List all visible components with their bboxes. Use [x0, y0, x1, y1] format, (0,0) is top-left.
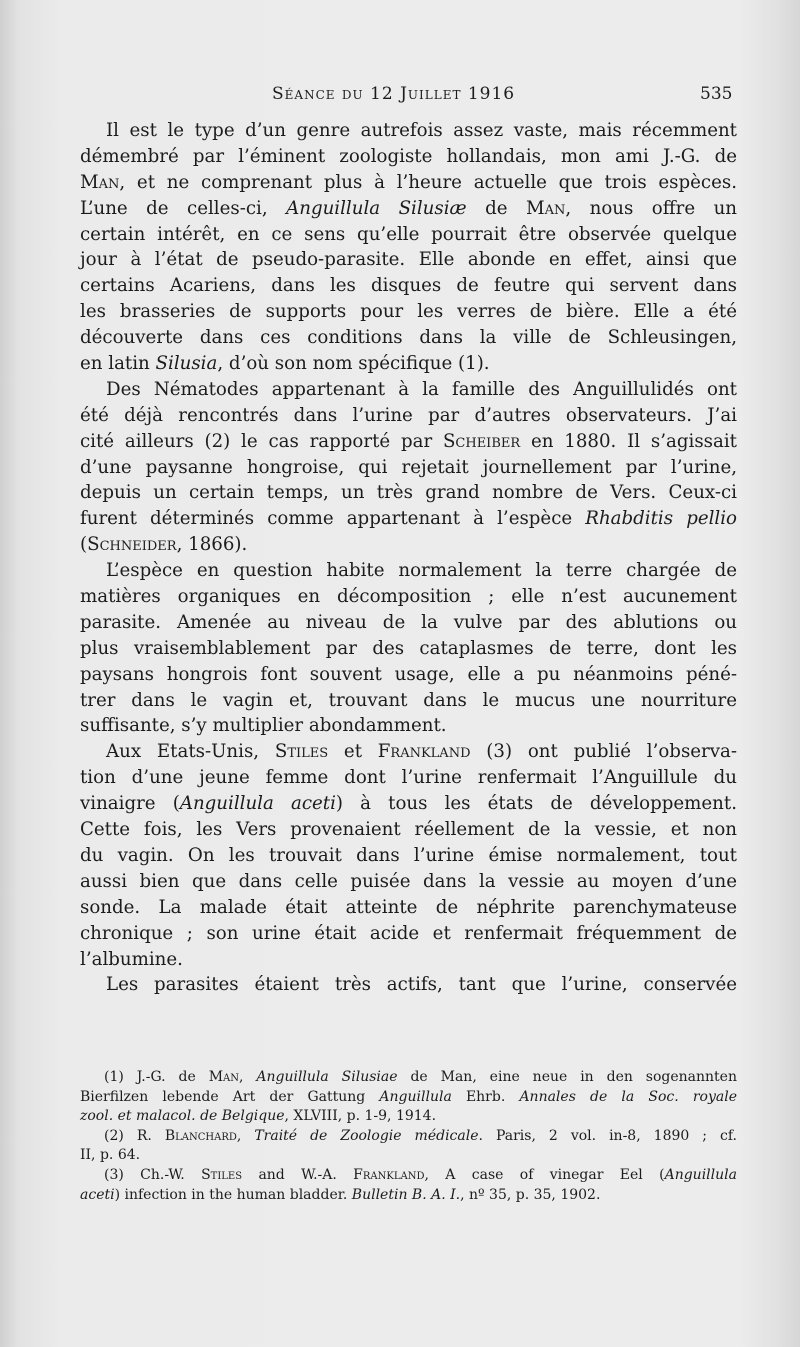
text-run: de Man, eine neue in den sogenannten: [397, 1069, 737, 1085]
footnote-line: [80, 1068, 737, 1088]
author-name: Blanchard: [164, 1127, 237, 1144]
text-run: , d’où son nom spécifique (1).: [217, 353, 490, 375]
text-run: II, p. 64.: [80, 1147, 141, 1164]
text-run: plus vraisemblablement par des cataplasmes de terre, dont les: [80, 637, 737, 659]
text-run: été déjà rencontrés dans l’urine par d’autres observateurs. J’ai: [80, 404, 737, 426]
text-run: ,: [239, 1069, 257, 1085]
text-run: . Paris, 2 vol. in-8, 1890 ; cf.: [478, 1127, 737, 1144]
text-run: sonde. La malade était atteinte de néphrite parenchymateuse: [80, 896, 737, 918]
author-name: Schneider: [87, 534, 177, 556]
text-run: (: [80, 534, 88, 556]
author-name: Scheiber: [442, 430, 521, 452]
text-line: [80, 377, 737, 403]
text-run: , nous offre un: [565, 197, 738, 219]
text-line: [80, 351, 737, 377]
text-run: (2) R.: [104, 1127, 165, 1144]
text-run: L’espèce en question habite normalement la terre chargée de: [106, 560, 737, 582]
text-run: d’une paysanne hongroise, qui rejetait journellement par l’urine,: [80, 456, 737, 478]
text-line: [80, 299, 737, 325]
text-line: [80, 765, 737, 791]
author-name: Frankland: [377, 741, 471, 763]
text-run: trer dans le vagin et, trouvant dans le mucus une nourriture: [80, 689, 737, 711]
text-run: , et ne comprenant plus à l’heure actuelle que trois espèces.: [119, 171, 737, 193]
text-run: Des Nématodes appartenant à la famille des Anguillulidés ont: [106, 378, 737, 400]
text-line: [80, 972, 737, 998]
text-run: les brasseries de supports pour les verres de bière. Elle a été: [80, 301, 737, 323]
book-title: Traité de Zoologie médicale: [254, 1127, 479, 1144]
journal-title: zool. et malacol. de Belgique: [80, 1108, 285, 1125]
species-name: Anguillula Silusiæ: [286, 197, 467, 219]
text-run: cité ailleurs (2) le cas rapporté par: [80, 430, 443, 452]
text-line: [80, 532, 737, 558]
text-run: Il est le type d’un genre autrefois assez vaste, mais récemment: [106, 120, 737, 141]
footnotes: [80, 1068, 737, 1205]
text-run: découverte dans ces conditions dans la ville de Schleusingen,: [80, 327, 737, 349]
author-name: Stiles: [274, 741, 329, 763]
text-run: du vagin. On les trouvait dans l’urine émise normalement, tout: [80, 844, 737, 866]
text-run: suffisante, s’y multiplier abondamment.: [80, 715, 447, 737]
text-line: [80, 506, 737, 532]
text-run: , A case of vinegar Eel (: [424, 1166, 665, 1183]
species-name: Rhabditis pellio: [585, 508, 737, 530]
text-line: [80, 558, 737, 584]
text-line: [80, 713, 737, 739]
text-run: chronique ; son urine était acide et renfermait fréquemment de: [80, 922, 737, 944]
text-line: [80, 455, 737, 481]
footnote-line: [80, 1088, 737, 1108]
species-name: Anguillula Silusiae: [256, 1069, 398, 1085]
species-name: Anguillula aceti: [179, 793, 336, 815]
text-run: en 1880. Il s’agissait: [520, 430, 737, 452]
text-run: Aux Etats-Unis,: [106, 741, 275, 763]
author-name: Frankland: [353, 1166, 425, 1183]
text-line: [80, 921, 737, 947]
text-run: and W.-A.: [242, 1166, 354, 1183]
running-head: [0, 84, 800, 114]
page-number: 535: [700, 84, 733, 104]
footnote-line: [80, 1166, 737, 1186]
text-line: [80, 610, 737, 636]
text-run: ) à tous les états de développement.: [335, 793, 737, 815]
text-run: démembré par l’éminent zoologiste hollandais, mon ami J.-G. de: [80, 145, 737, 167]
body-text: [80, 118, 737, 998]
text-line: [80, 791, 737, 817]
author-name: Man: [80, 171, 120, 193]
text-line: [80, 843, 737, 869]
text-run: ) infection in the human bladder.: [114, 1186, 352, 1203]
text-run: jour à l’état de pseudo-parasite. Elle abonde en effet, ainsi que: [80, 249, 737, 271]
author-name: Man: [208, 1069, 239, 1085]
author-name: Man: [525, 197, 566, 219]
text-line: [80, 817, 737, 843]
footnote-line: [80, 1146, 737, 1166]
running-title: Séance du 12 Juillet 1916: [272, 84, 516, 104]
text-line: [80, 739, 737, 765]
species-name: aceti: [80, 1186, 115, 1203]
text-run: (3) ont publié l’observa-: [470, 741, 737, 763]
text-run: paysans hongrois font souvent usage, elle a pu néanmoins péné-: [80, 663, 737, 685]
text-line: [80, 118, 737, 144]
text-run: en latin: [80, 353, 156, 375]
text-run: , nº 35, p. 35, 1902.: [460, 1186, 601, 1203]
text-run: matières organiques en décomposition ; elle n’est aucunement: [80, 586, 737, 608]
text-run: depuis un certain temps, un très grand nombre de Vers. Ceux-ci: [80, 482, 737, 504]
footnote-line: [80, 1186, 737, 1206]
text-run: Cette fois, les Vers provenaient réellement de la vessie, et non: [80, 819, 737, 841]
text-run: tion d’une jeune femme dont l’urine renfermait l’Anguillule du: [80, 767, 737, 789]
text-run: L’une de celles-ci,: [80, 197, 287, 219]
text-run: et: [328, 741, 378, 763]
genus-name: Anguillula: [379, 1088, 452, 1105]
text-line: [80, 196, 737, 222]
text-run: parasite. Amenée au niveau de la vulve par des ablutions ou: [80, 611, 737, 633]
text-run: , XLVIII, p. 1-9, 1914.: [284, 1108, 437, 1125]
text-line: [80, 688, 737, 714]
text-line: [80, 170, 737, 196]
text-line: [80, 144, 737, 170]
journal-title: Bulletin B. A. I.: [351, 1186, 461, 1203]
text-run: certains Acariens, dans les disques de feutre qui servent dans: [80, 275, 737, 297]
text-line: [80, 662, 737, 688]
journal-title: Annales de la Soc. royale: [519, 1088, 737, 1105]
text-run: l’albumine.: [80, 948, 183, 970]
text-run: (3) Ch.-W.: [104, 1166, 202, 1183]
text-line: [80, 869, 737, 895]
text-run: Les parasites étaient très actifs, tant que l’urine, conservée: [106, 974, 737, 996]
author-name: Stiles: [201, 1166, 243, 1183]
footnote-line: [80, 1107, 737, 1127]
text-run: de: [466, 197, 526, 219]
text-run: (1) J.-G. de: [104, 1069, 209, 1085]
text-run: ,: [236, 1127, 255, 1144]
text-run: vinaigre (: [80, 793, 180, 815]
text-line: [80, 429, 737, 455]
text-line: [80, 247, 737, 273]
text-line: [80, 325, 737, 351]
text-run: aussi bien que dans celle puisée dans la vessie au moyen d’une: [80, 870, 737, 892]
text-line: [80, 403, 737, 429]
text-line: [80, 636, 737, 662]
latin-name: Silusia: [155, 353, 218, 375]
text-run: furent déterminés comme appartenant à l’espèce: [80, 508, 586, 530]
text-run: , 1866).: [176, 534, 248, 556]
text-line: [80, 947, 737, 973]
text-run: Bierfilzen lebende Art der Gattung: [80, 1088, 380, 1105]
text-line: [80, 273, 737, 299]
text-line: [80, 895, 737, 921]
footnote-line: [80, 1127, 737, 1147]
species-name: Anguillula: [664, 1166, 737, 1183]
text-line: [80, 480, 737, 506]
text-line: [80, 222, 737, 248]
text-run: Ehrb.: [451, 1088, 520, 1105]
text-line: [80, 584, 737, 610]
text-run: certain intérêt, en ce sens qu’elle pourrait être observée quelque: [80, 223, 737, 245]
